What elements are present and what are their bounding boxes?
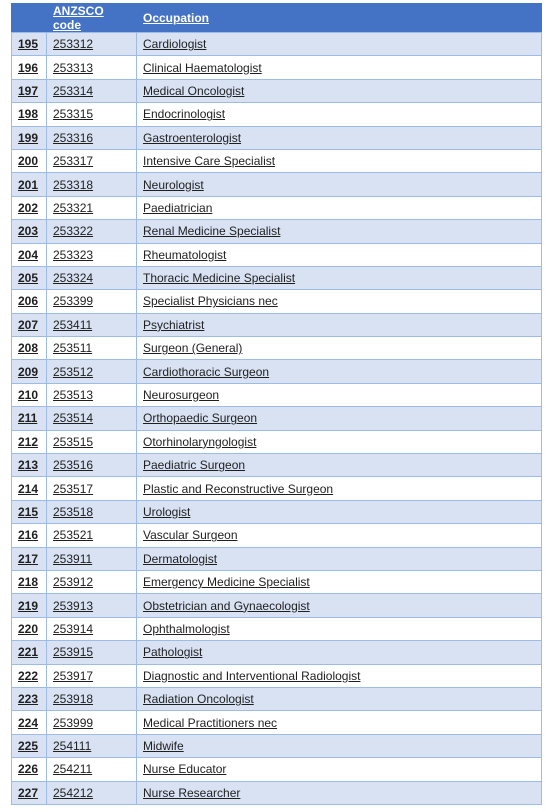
occupation-link[interactable]: Plastic and Reconstructive Surgeon [143,481,334,496]
anzsco-code-link-cell [47,570,137,593]
row-number-cell [12,149,47,172]
table-row [12,383,542,406]
anzsco-code-link-cell [47,547,137,570]
occupation-link[interactable]: Obstetrician and Gynaecologist [143,598,310,613]
row-number[interactable]: 207 [18,317,39,332]
occupation-link[interactable]: Psychiatrist [143,317,205,332]
anzsco-code-link-cell [47,594,137,617]
row-number-cell [12,56,47,79]
anzsco-code-link-cell [47,196,137,219]
occupation-link-cell [137,477,542,500]
anzsco-code-link[interactable]: 253517 [53,481,94,496]
anzsco-code-link[interactable]: 253323 [53,247,94,262]
occupation-link-cell [137,313,542,336]
row-number[interactable]: 223 [18,692,39,707]
occupation-link[interactable]: Paediatrician [143,200,213,215]
occupation-table-container [11,3,541,805]
anzsco-code-link-cell [47,781,137,804]
anzsco-code-link-cell [47,266,137,289]
anzsco-code-link[interactable]: 253321 [53,200,94,215]
occupation-link-cell [137,687,542,710]
occupation-link-cell [137,711,542,734]
table-row [12,687,542,710]
row-number[interactable]: 221 [18,645,39,660]
occupation-link-cell [137,758,542,781]
table-row [12,758,542,781]
row-number[interactable]: 224 [18,715,39,730]
row-number[interactable]: 201 [18,177,39,192]
occupation-link[interactable]: Midwife [143,738,184,753]
row-number[interactable]: 227 [18,785,39,800]
row-number[interactable]: 213 [18,458,39,473]
table-row [12,570,542,593]
occupation-link-cell [137,664,542,687]
header-row [12,4,542,33]
anzsco-code-link-cell [47,79,137,102]
row-number-cell [12,664,47,687]
anzsco-code-link[interactable]: 253912 [53,575,94,590]
table-row [12,266,542,289]
anzsco-code-link[interactable]: 253521 [53,528,94,543]
anzsco-code-link[interactable]: 253511 [53,341,93,356]
header-number [12,4,47,33]
row-number[interactable]: 195 [18,37,39,52]
occupation-link-cell [137,781,542,804]
occupation-link[interactable]: Endocrinologist [143,107,226,122]
anzsco-code-link[interactable]: 253999 [53,715,94,730]
anzsco-code-link[interactable]: 253514 [53,411,94,426]
row-number[interactable]: 205 [18,271,39,286]
occupation-link[interactable]: Otorhinolaryngologist [143,434,257,449]
occupation-link[interactable]: Neurosurgeon [143,388,220,403]
anzsco-code-link[interactable]: 253918 [53,692,94,707]
occupation-link-cell [137,641,542,664]
row-number[interactable]: 225 [18,738,39,753]
occupation-link-cell [137,173,542,196]
row-number-cell [12,196,47,219]
row-number-cell [12,103,47,126]
occupation-link-cell [137,430,542,453]
anzsco-code-link-cell [47,617,137,640]
table-row [12,360,542,383]
row-number[interactable]: 226 [18,762,39,777]
row-number[interactable]: 219 [18,598,39,613]
table-row [12,126,542,149]
occupation-link-cell [137,337,542,360]
row-number-cell [12,758,47,781]
table-row [12,79,542,102]
row-number[interactable]: 197 [18,83,39,98]
row-number[interactable]: 217 [18,551,39,566]
anzsco-code-link-cell [47,126,137,149]
row-number[interactable]: 215 [18,505,39,519]
occupation-link[interactable]: Specialist Physicians nec [143,294,278,309]
anzsco-code-link-cell [47,360,137,383]
anzsco-code-link[interactable]: 253518 [53,505,94,519]
row-number-cell [12,734,47,757]
occupation-link[interactable]: Surgeon (General) [143,341,243,356]
anzsco-code-link[interactable]: 253515 [53,434,94,449]
table-row [12,149,542,172]
occupation-link[interactable]: Pathologist [143,645,203,660]
row-number[interactable]: 220 [18,621,39,636]
anzsco-code-link[interactable]: 253322 [53,224,94,239]
row-number[interactable]: 202 [18,200,39,215]
anzsco-code-link[interactable]: 253317 [53,154,94,169]
row-number-cell [12,33,47,56]
table-row [12,173,542,196]
anzsco-code-link[interactable]: 253313 [53,60,94,75]
table-row [12,617,542,640]
anzsco-code-link[interactable]: 253315 [53,107,94,122]
anzsco-code-link-cell [47,220,137,243]
occupation-link-cell [137,383,542,406]
anzsco-code-link-cell [47,711,137,734]
occupation-link-cell [137,547,542,570]
occupation-link-cell [137,570,542,593]
occupation-link[interactable]: Nurse Educator [143,762,227,777]
row-number-cell [12,500,47,523]
row-number-cell [12,430,47,453]
anzsco-code-link[interactable]: 253513 [53,388,94,403]
anzsco-code-link-cell [47,687,137,710]
row-number-cell [12,266,47,289]
anzsco-code-link-cell [47,430,137,453]
occupation-link-cell [137,524,542,547]
occupation-link[interactable]: Urologist [143,505,191,519]
anzsco-code-link-cell [47,173,137,196]
anzsco-code-link[interactable]: 253917 [53,668,94,683]
row-number-cell [12,711,47,734]
occupation-link-cell [137,243,542,266]
row-number-cell [12,290,47,313]
row-number-cell [12,313,47,336]
anzsco-code-link-cell [47,758,137,781]
anzsco-code-link-cell [47,383,137,406]
table-row [12,734,542,757]
anzsco-code-link-cell [47,103,137,126]
anzsco-code-link-cell [47,407,137,430]
row-number-cell [12,641,47,664]
occupation-link[interactable]: Radiation Oncologist [143,692,254,707]
anzsco-code-link[interactable]: 253516 [53,458,94,473]
row-number[interactable]: 216 [18,528,39,543]
row-number-cell [12,454,47,477]
occupation-link[interactable]: Thoracic Medicine Specialist [143,271,296,286]
anzsco-code-link[interactable]: 253914 [53,621,94,636]
table-row [12,33,542,56]
occupation-link[interactable]: Rheumatologist [143,247,227,262]
occupation-link[interactable]: Gastroenterologist [143,130,242,145]
anzsco-code-link[interactable]: 253913 [53,598,94,613]
occupation-link-cell [137,594,542,617]
row-number-cell [12,220,47,243]
anzsco-code-link[interactable]: 253318 [53,177,94,192]
anzsco-code-link[interactable]: 254111 [53,738,92,753]
row-number[interactable]: 209 [18,364,39,379]
occupation-link-cell [137,454,542,477]
table-row [12,524,542,547]
anzsco-code-link[interactable]: 253316 [53,130,94,145]
occupation-link-cell [137,290,542,313]
table-row [12,781,542,804]
row-number-cell [12,79,47,102]
occupation-link[interactable]: Cardiothoracic Surgeon [143,364,270,379]
occupation-table [11,3,542,805]
occupation-link-cell [137,220,542,243]
anzsco-code-link-cell [47,664,137,687]
anzsco-code-link-cell [47,243,137,266]
row-number[interactable]: 222 [18,668,39,683]
occupation-link[interactable]: Neurologist [143,177,204,192]
occupation-link-cell [137,126,542,149]
occupation-link-cell [137,103,542,126]
occupation-link[interactable]: Dermatologist [143,551,218,566]
occupation-link-cell [137,196,542,219]
anzsco-code-link[interactable]: 254211 [53,762,93,777]
occupation-link-cell [137,33,542,56]
row-number-cell [12,173,47,196]
row-number[interactable]: 204 [18,247,39,262]
table-row [12,500,542,523]
anzsco-code-link-cell [47,524,137,547]
occupation-link[interactable]: Cardiologist [143,37,207,52]
occupation-link[interactable]: Renal Medicine Specialist [143,224,281,239]
anzsco-code-link[interactable]: 253312 [53,37,94,52]
anzsco-code-link-cell [47,56,137,79]
anzsco-code-link[interactable]: 253324 [53,271,94,286]
occupation-link-cell [137,360,542,383]
anzsco-code-link-cell [47,477,137,500]
table-row [12,196,542,219]
table-row [12,454,542,477]
anzsco-code-link[interactable]: 253911 [53,551,93,566]
table-body [12,33,542,805]
table-row [12,337,542,360]
row-number-cell [12,360,47,383]
row-number[interactable]: 211 [18,411,38,426]
header-occupation[interactable]: Occupation [137,4,542,33]
occupation-link[interactable]: Paediatric Surgeon [143,458,246,473]
occupation-link-cell [137,266,542,289]
anzsco-code-link-cell [47,149,137,172]
occupation-link[interactable]: Clinical Haematologist [143,60,262,75]
occupation-link-cell [137,500,542,523]
table-row [12,477,542,500]
occupation-link[interactable]: Intensive Care Specialist [143,154,276,169]
table-row [12,430,542,453]
anzsco-code-link[interactable]: 253915 [53,645,94,660]
row-number[interactable]: 200 [18,154,39,169]
occupation-link[interactable]: Orthopaedic Surgeon [143,411,258,426]
row-number-cell [12,781,47,804]
occupation-link[interactable]: Ophthalmologist [143,621,230,636]
row-number[interactable]: 203 [18,224,39,239]
row-number[interactable]: 196 [18,60,39,75]
occupation-link-cell [137,734,542,757]
row-number-cell [12,243,47,266]
occupation-link[interactable]: Diagnostic and Interventional Radiologist [143,668,361,683]
occupation-link-cell [137,56,542,79]
anzsco-code-link-cell [47,33,137,56]
table-row [12,103,542,126]
table-row [12,594,542,617]
anzsco-code-link[interactable]: 254212 [53,785,94,800]
table-header [12,4,542,33]
row-number[interactable]: 206 [18,294,39,309]
occupation-link-cell [137,407,542,430]
row-number-cell [12,570,47,593]
row-number-cell [12,477,47,500]
anzsco-code-link[interactable]: 253314 [53,83,94,98]
table-row [12,56,542,79]
row-number[interactable]: 214 [18,481,39,496]
table-row [12,407,542,430]
row-number-cell [12,687,47,710]
row-number[interactable]: 212 [18,434,39,449]
occupation-link-cell [137,617,542,640]
occupation-link-cell [137,79,542,102]
row-number[interactable]: 218 [18,575,39,590]
anzsco-code-link[interactable]: 253411 [53,317,93,332]
table-row [12,290,542,313]
table-row [12,313,542,336]
occupation-link[interactable]: Emergency Medicine Specialist [143,575,310,590]
anzsco-code-link-cell [47,734,137,757]
row-number[interactable]: 208 [18,341,39,356]
row-number-cell [12,547,47,570]
anzsco-code-link[interactable]: 253399 [53,294,94,309]
row-number-cell [12,407,47,430]
anzsco-code-link-cell [47,337,137,360]
anzsco-code-link-cell [47,313,137,336]
row-number[interactable]: 210 [18,388,39,403]
anzsco-code-link-cell [47,454,137,477]
occupation-link[interactable]: Medical Oncologist [143,83,245,98]
row-number-cell [12,594,47,617]
occupation-link[interactable]: Nurse Researcher [143,785,241,800]
occupation-link[interactable]: Vascular Surgeon [143,528,238,543]
table-row [12,220,542,243]
occupation-link[interactable]: Medical Practitioners nec [143,715,278,730]
table-row [12,664,542,687]
anzsco-code-link-cell [47,641,137,664]
row-number-cell [12,383,47,406]
row-number-cell [12,617,47,640]
header-anzsco-code[interactable]: ANZSCO code [47,4,137,33]
row-number[interactable]: 198 [18,107,39,122]
anzsco-code-link-cell [47,500,137,523]
table-row [12,243,542,266]
row-number-cell [12,126,47,149]
row-number-cell [12,524,47,547]
anzsco-code-link-cell [47,290,137,313]
table-row [12,547,542,570]
anzsco-code-link[interactable]: 253512 [53,364,94,379]
table-row [12,711,542,734]
row-number[interactable]: 199 [18,130,39,145]
occupation-link-cell [137,149,542,172]
row-number-cell [12,337,47,360]
table-row [12,641,542,664]
